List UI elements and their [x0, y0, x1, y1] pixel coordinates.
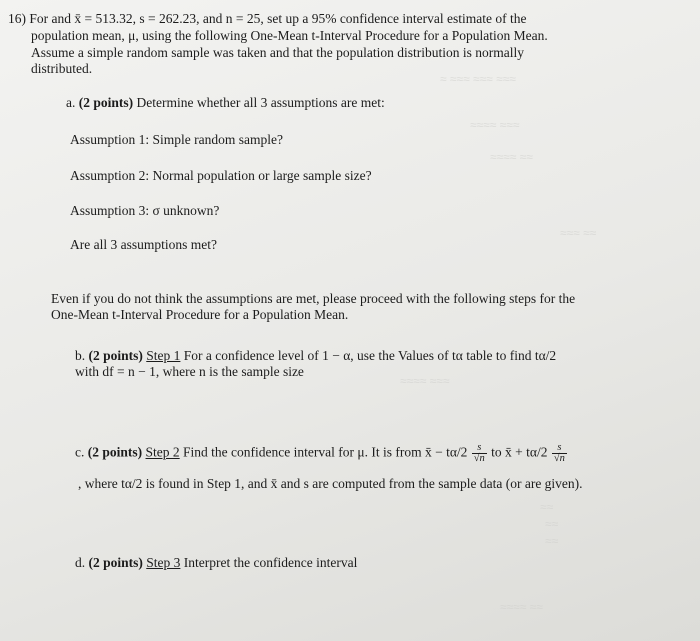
fraction-denominator: √n: [473, 453, 485, 464]
part-c-text: Find the confidence interval for μ. It is from x̄ − tα/2: [183, 444, 468, 460]
part-a-label: a.: [66, 95, 76, 110]
part-d-text: Interpret the confidence interval: [183, 555, 358, 570]
s-over-root-n-fraction: [472, 443, 487, 464]
note-line: One-Mean t-Interval Procedure for a Population Mean.: [51, 307, 349, 322]
part-d-heading: [75, 554, 357, 571]
part-b-text: For a confidence level of 1 − α, use the Values of tα table to find tα/2: [183, 348, 557, 363]
part-c-heading: [75, 443, 568, 464]
part-b-line2: with df = n − 1, where n is the sample size: [75, 364, 304, 379]
note-line: Even if you do not think the assumptions are met, please proceed with the following steps for the: [51, 291, 576, 306]
assumption-1: Assumption 1: Simple random sample?: [70, 132, 283, 147]
part-c-points: (2 points): [87, 444, 143, 460]
problem-intro-text: For and x̄ = 513.32, s = 262.23, and n = 25, set up a 95% confidence interval estimate of the: [29, 11, 527, 26]
bleed-through-text: ≈≈≈≈ ≈≈: [490, 150, 533, 164]
part-b-points: (2 points): [88, 348, 143, 363]
assumption-3: Assumption 3: σ unknown?: [70, 203, 220, 218]
fraction-numerator: s: [557, 442, 562, 453]
part-c-line2: , where tα/2 is found in Step 1, and x̄ and s are computed from the sample data (or are given).: [78, 476, 583, 491]
part-d-label: d.: [75, 555, 86, 570]
bleed-through-text: ≈≈≈≈ ≈≈: [500, 600, 543, 614]
fraction-numerator: s: [477, 442, 482, 453]
part-b-label: b.: [75, 348, 86, 363]
part-c-label: c.: [75, 444, 85, 460]
assumption-2: Assumption 2: Normal population or large sample size?: [70, 168, 372, 183]
bleed-through-text: ≈≈≈≈ ≈≈≈: [400, 374, 450, 388]
part-a-points: (2 points): [78, 95, 134, 110]
all-assumptions-met: Are all 3 assumptions met?: [70, 237, 217, 252]
part-a-text: Determine whether all 3 assumptions are met:: [136, 95, 385, 110]
bleed-through-text: ≈≈≈≈ ≈≈≈: [470, 118, 520, 132]
s-over-root-n-fraction: [552, 443, 567, 464]
fraction-denominator: √n: [553, 453, 565, 464]
problem-intro-line: Assume a simple random sample was taken and that the population distribution is normally: [31, 45, 525, 60]
problem-intro-line: distributed.: [31, 61, 93, 76]
part-d-points: (2 points): [88, 555, 143, 570]
part-b-step: Step 1: [146, 348, 181, 363]
problem-intro-line: [8, 10, 526, 27]
part-c-step: Step 2: [145, 444, 180, 460]
part-c-to: to x̄ + tα/2: [491, 444, 548, 460]
part-b-heading: [75, 347, 556, 364]
bleed-through-text: ≈≈: [545, 534, 559, 548]
part-a-heading: [66, 94, 385, 111]
bleed-through-text: ≈≈: [540, 500, 554, 514]
bleed-through-text: ≈≈≈ ≈≈: [560, 226, 597, 240]
problem-intro-line: population mean, μ, using the following One-Mean t-Interval Procedure for a Population Mean.: [31, 28, 548, 43]
problem-number: 16): [8, 11, 26, 26]
part-d-step: Step 3: [146, 555, 181, 570]
bleed-through-text: ≈ ≈≈≈ ≈≈≈ ≈≈≈: [440, 72, 516, 86]
bleed-through-text: ≈≈: [545, 517, 559, 531]
